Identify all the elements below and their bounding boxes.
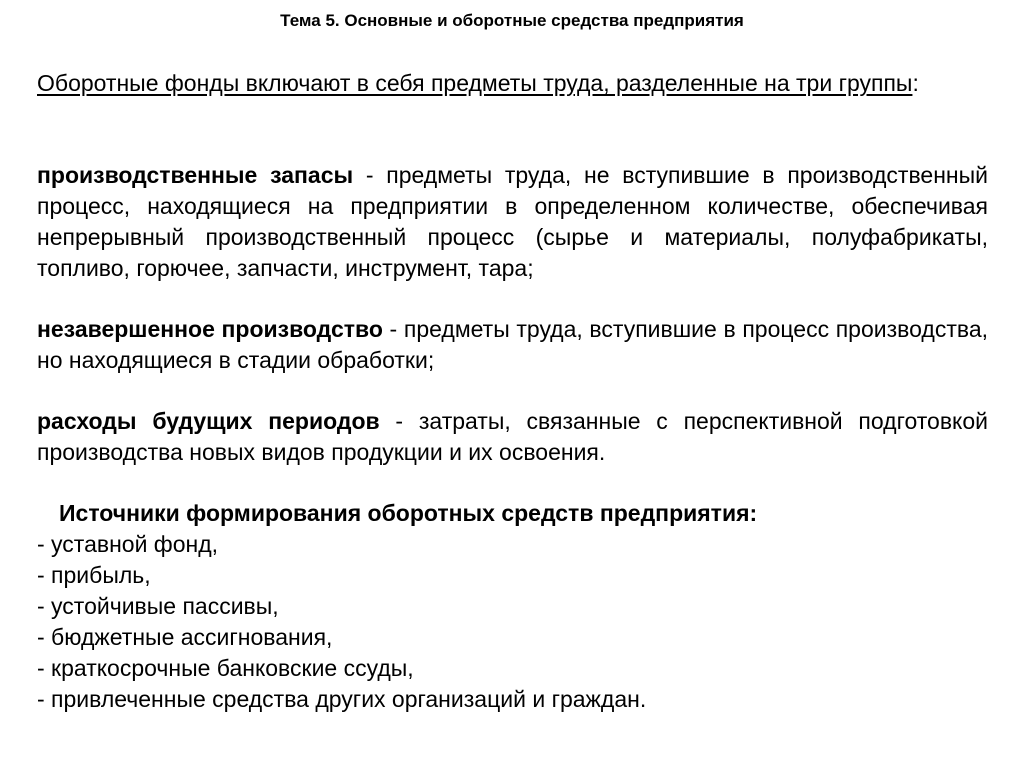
page-title: Тема 5. Основные и оборотные средства предприятия [280, 11, 744, 30]
intro-colon: : [912, 70, 919, 96]
list-item: - привлеченные средства других организаций и граждан. [37, 686, 647, 712]
intro-paragraph [37, 68, 988, 99]
list-item: - устойчивые пассивы, [37, 593, 279, 619]
list-item: - краткосрочные банковские ссуды, [37, 655, 414, 681]
intro-text: Оборотные фонды включают в себя предметы труда, разделенные на три группы [37, 70, 913, 96]
group-term: расходы будущих периодов [37, 408, 380, 434]
list-item: - уставной фонд, [37, 531, 219, 557]
sources-list [37, 529, 988, 715]
sources-heading: Источники формирования оборотных средств предприятия: [59, 500, 758, 526]
group-deferred-expenses [37, 406, 988, 468]
group-production-stocks [37, 160, 988, 284]
list-item: - прибыль, [37, 562, 151, 588]
group-definition: - предметы труда, вступившие в процесс производства, но находящиеся в стадии обработки; [37, 316, 988, 373]
group-work-in-progress [37, 314, 988, 376]
group-definition: - затраты, связанные с перспективной подготовкой производства новых видов продукции и их освоения. [37, 408, 988, 465]
group-definition: - предметы труда, не вступившие в производственный процесс, находящиеся на предприятии в определенном количестве, обеспечивая непрерывный производственный процесс (сырье и материалы, полуфабрикаты, топливо, горючее, запчасти, инструмент, тара; [37, 162, 988, 281]
group-term: производственные запасы [37, 162, 354, 188]
sources-section [37, 498, 988, 715]
group-term: незавершенное производство [37, 316, 383, 342]
list-item: - бюджетные ассигнования, [37, 624, 333, 650]
